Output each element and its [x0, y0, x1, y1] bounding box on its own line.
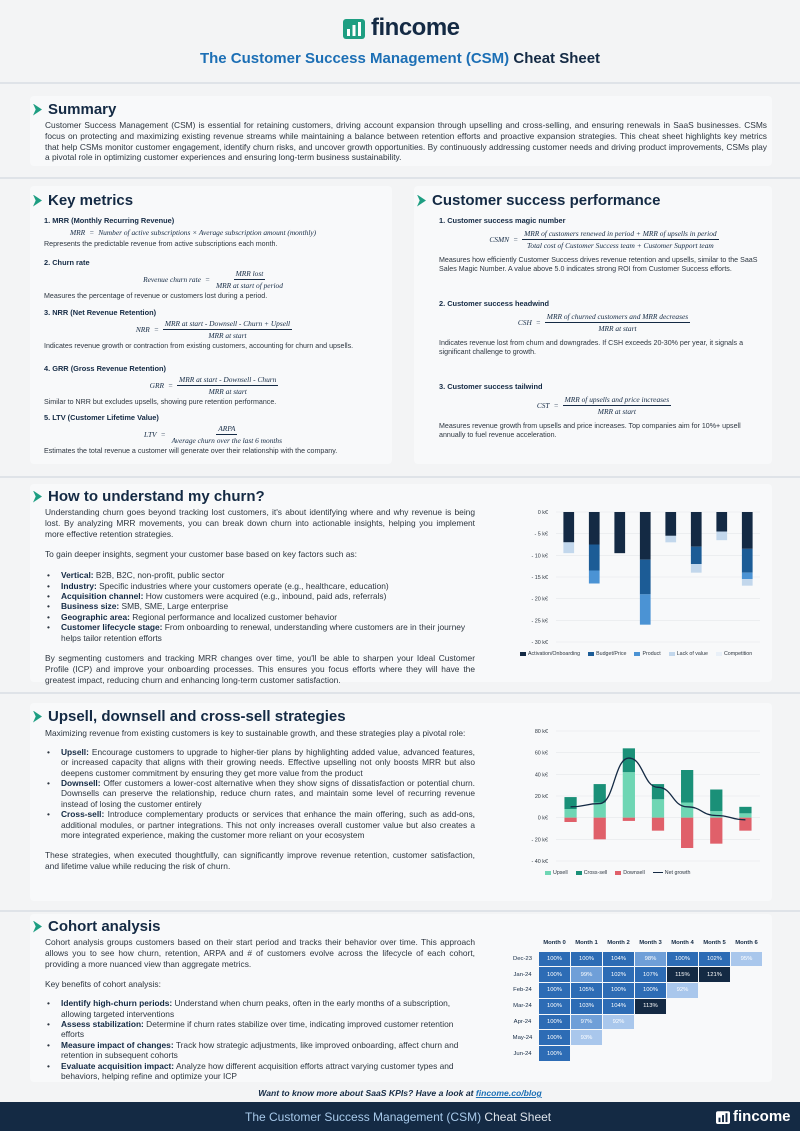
y-tick-label: - 20 k€ [531, 596, 548, 603]
metric-name: 1. Customer success magic number [439, 216, 566, 225]
bar-segment [681, 770, 693, 803]
chevron-right-icon [33, 491, 42, 503]
formula-denominator: MRR at start [598, 324, 637, 333]
bar-segment [665, 512, 676, 536]
column-header: Month 3 [639, 940, 662, 947]
cohort-cell [667, 998, 699, 1014]
row-label: Feb-24 [507, 983, 539, 999]
upsell-heading [33, 708, 346, 725]
brand-logo [343, 14, 460, 42]
cohort-cell: 100% [539, 1014, 571, 1030]
metric-name: 3. Customer success tailwind [439, 382, 543, 391]
upsell-growth-chart [498, 725, 768, 870]
list-item: • Acquisition channel: How customers were acquired (e.g., inbound, paid ads, referrals) [45, 591, 475, 601]
list-item: • Vertical: B2B, B2C, non-profit, public sector [45, 570, 475, 580]
cohort-cell: 107% [635, 967, 667, 983]
legend-item [545, 870, 568, 876]
cohort-cell: 105% [571, 983, 603, 999]
y-tick-label: - 5 k€ [534, 531, 548, 538]
bar-segment [589, 545, 600, 571]
legend-label: Activation/Onboarding [528, 651, 581, 657]
chevron-right-icon [33, 921, 42, 933]
chevron-right-icon [33, 711, 42, 723]
churn-bullets [45, 570, 475, 643]
bar-segment [742, 549, 753, 573]
formula-lhs: CST [536, 401, 550, 410]
y-tick-label: 40 k€ [534, 772, 548, 779]
formula-lhs: Revenue churn rate [143, 275, 201, 284]
y-tick-label: 60 k€ [534, 750, 548, 757]
bar-segment [589, 512, 600, 545]
cohort-cell [699, 983, 731, 999]
cohort-cell [731, 1030, 763, 1046]
y-tick-label: - 15 k€ [531, 575, 548, 581]
cohort-cell: 100% [635, 983, 667, 999]
performance-heading [417, 192, 660, 209]
legend-swatch [576, 871, 582, 875]
legend-swatch [545, 871, 551, 875]
performance-title: Customer success performance [432, 192, 661, 209]
legend-label: Competition [723, 651, 753, 657]
cohort-cell [571, 1046, 603, 1062]
metric-cst [439, 382, 769, 441]
cohort-cell [635, 1030, 667, 1046]
bar-segment [742, 579, 753, 586]
metric-formula: CST = $\frac{\text{MRR of upsells and price increases}}{\text{MRR at start}}$ [536, 395, 670, 416]
formula-numerator: MRR at start - Downsell - Churn + Upsell [164, 319, 291, 328]
formula-numerator: ARPA [218, 424, 236, 433]
bar-segment [710, 790, 722, 812]
upsell-text [45, 728, 475, 872]
cohort-cell [667, 1014, 699, 1030]
formula-lhs: CSH [517, 318, 532, 327]
metric-formula: CSMN = MRR of customers renewed in period + MRR of upsells in period Total cost of Customer Success team + Customer Support team [489, 229, 717, 250]
legend-item [669, 651, 708, 657]
bar-segment [691, 564, 702, 573]
bar-segment [563, 542, 574, 553]
cohort-cell: 100% [571, 951, 603, 967]
cohort-cell [699, 998, 731, 1014]
cohort-cell [731, 1046, 763, 1062]
table-corner [507, 936, 539, 951]
summary-divider [0, 177, 800, 179]
legend-swatch [588, 652, 594, 656]
row-label: Mar-24 [507, 998, 539, 1014]
y-tick-label: - 30 k€ [531, 640, 548, 646]
column-header: Month 5 [703, 940, 726, 947]
list-item: • Geographic area: Regional performance and localized customer behavior [45, 612, 475, 622]
formula-numerator: MRR of upsells and price increases [564, 395, 670, 404]
summary-title: Summary [48, 101, 117, 118]
churn-chart-legend [520, 651, 752, 657]
column-header: Month 2 [607, 940, 630, 947]
table-row [507, 967, 763, 983]
churn-text [45, 507, 475, 685]
cohort-cell [635, 1046, 667, 1062]
y-tick-label: - 20 k€ [531, 837, 548, 844]
metric-name: 3. NRR (Net Revenue Retention) [44, 308, 157, 317]
legend-item [576, 870, 608, 876]
bar-segment [594, 803, 606, 818]
legend-label: Net growth [664, 870, 691, 876]
row-label: May-24 [507, 1030, 539, 1046]
bar-segment [710, 811, 722, 818]
cohort-text [45, 937, 475, 1081]
cohort-cell: 98% [635, 951, 667, 967]
upsell-bullets [45, 747, 475, 841]
chevron-right-icon [33, 104, 42, 116]
formula-lhs: CSMN [489, 235, 510, 244]
footer-brand-name: fincome [733, 1108, 791, 1125]
list-item: • Measure impact of changes: Track how strategic adjustments, like improved onboarding, affect churn and retention in subsequent cohorts [45, 1040, 475, 1061]
y-tick-label: - 25 k€ [531, 618, 548, 625]
cohort-cell: 99% [571, 967, 603, 983]
churn-reasons-chart [498, 506, 768, 651]
table-row [507, 1030, 763, 1046]
metric-description: Measures how efficiently Customer Success drives revenue retention and upsells, similar to the SaaS Sales Magic Number. A value above 5.0 indicates strong ROI from Customer Success efforts. [439, 256, 758, 274]
footer-cta [0, 1088, 800, 1098]
bar-segment [594, 784, 606, 802]
legend-label: Downsell [623, 870, 645, 876]
table-row [507, 983, 763, 999]
cohort-cell [635, 1014, 667, 1030]
cohort-intro: Cohort analysis groups customers based on their start period and tracks their behavior over time. This approach allows you to see how churn, retention, ARPA and # of customers evolve across the lifecycle of each cohort, providing a more nuanced view than aggregate metrics. [45, 937, 475, 969]
upsell-divider [0, 910, 800, 912]
bar-segment [623, 818, 635, 821]
summary-heading [33, 101, 116, 118]
table-row [507, 1046, 763, 1062]
churn-intro: Understanding churn goes beyond tracking lost customers, it's about identifying where and why revenue is being lost. By analyzing MRR movements, you can break down churn into actionable insights, helping you implement more effective retention strategies. [45, 507, 475, 539]
cohort-table [506, 936, 763, 1062]
summary-section [30, 96, 772, 166]
cohort-cell [731, 983, 763, 999]
legend-label: Budget/Price [596, 651, 627, 657]
key-metrics-section [30, 186, 392, 464]
metric-name: 2. Customer success headwind [439, 299, 550, 308]
upsell-title: Upsell, downsell and cross-sell strategies [48, 708, 346, 725]
cohort-cell: 121% [699, 967, 731, 983]
upsell-section [30, 703, 772, 901]
metric-description: Estimates the total revenue a customer will generate over their relationship with the company. [44, 447, 338, 455]
bar-segment [710, 818, 722, 844]
formula-denominator: MRR at start [597, 407, 636, 416]
list-item: • Customer lifecycle stage: From onboarding to renewal, understanding where customers are in their journey helps tailor retention efforts [45, 622, 475, 643]
y-tick-label: - 40 k€ [531, 859, 548, 865]
cohort-cell: 92% [603, 1014, 635, 1030]
bar-segment [681, 803, 693, 818]
chevron-right-icon [33, 195, 42, 207]
row-label: Jan-24 [507, 967, 539, 983]
metric-formula: MRR = Number of active subscriptions × Average subscription amount (monthly) [70, 228, 317, 237]
formula-denominator: Total cost of Customer Success team + Customer Support team [526, 241, 714, 250]
column-header: Month 6 [735, 940, 758, 947]
y-tick-label: 0 k€ [537, 510, 548, 516]
footer-title-rest: Cheat Sheet [481, 1110, 552, 1124]
formula-lhs: GRR [149, 381, 165, 390]
list-item: • Industry: Specific industries where your customers operate (e.g., healthcare, education) [45, 581, 475, 591]
cohort-cell [731, 998, 763, 1014]
metric-csmn [439, 216, 769, 275]
bar-segment [739, 813, 751, 817]
bar-segment [716, 532, 727, 541]
footer-bar [0, 1102, 800, 1131]
metric-csh [439, 299, 769, 358]
legend-swatch [653, 872, 663, 874]
bar-segment [640, 512, 651, 560]
bar-segment [652, 799, 664, 817]
formula-numerator: MRR of customers renewed in period + MRR of upsells in period [524, 229, 717, 238]
cohort-cell: 103% [571, 998, 603, 1014]
legend-item [653, 870, 691, 876]
column-header: Month 1 [575, 940, 598, 947]
bar-segment [564, 818, 576, 822]
legend-swatch [716, 652, 722, 656]
bar-segment [652, 818, 664, 831]
cohort-cell: 104% [603, 951, 635, 967]
table-row [507, 951, 763, 967]
y-tick-label: - 10 k€ [531, 553, 548, 560]
bar-chart-logo-icon [716, 1110, 730, 1124]
row-label: Dec-23 [507, 951, 539, 967]
formula-lhs: NRR [135, 325, 150, 334]
upsell-outro: These strategies, when executed thoughtfully, can significantly improve revenue retention, customer satisfaction, and lifetime value while reducing the risk of churn. [45, 850, 475, 872]
cohort-cell: 100% [603, 983, 635, 999]
metric-formula: NRR = $\frac{\text{MRR at start - Downsell - Churn + Upsell}}{\text{MRR at start}}$ [135, 319, 291, 340]
legend-item [634, 651, 660, 657]
churn-title: How to understand my churn? [48, 488, 265, 505]
cohort-cell: 102% [699, 951, 731, 967]
metric-grr [44, 364, 384, 407]
y-tick-label: 20 k€ [534, 794, 548, 800]
churn-divider [0, 692, 800, 694]
metrics-divider [0, 476, 800, 478]
cohort-bullets [45, 998, 475, 1081]
cohort-cell: 95% [731, 951, 763, 967]
cohort-cell: 100% [539, 998, 571, 1014]
bar-segment [640, 560, 651, 595]
bar-segment [691, 512, 702, 547]
cohort-cell: 113% [635, 998, 667, 1014]
chevron-right-icon [417, 195, 426, 207]
metric-formula: Revenue churn rate = $\frac{\text{MRR lost}}{\text{MRR at start of period}}$ [143, 269, 283, 290]
cohort-cell: 97% [571, 1014, 603, 1030]
y-tick-label: 80 k€ [534, 729, 548, 735]
formula-numerator: MRR lost [235, 269, 264, 278]
cohort-heading [33, 918, 161, 935]
legend-swatch [615, 871, 621, 875]
metric-description: Indicates revenue growth or contraction from existing customers, accounting for churn and upsells. [44, 342, 354, 350]
bar-segment [691, 547, 702, 564]
bar-segment [563, 512, 574, 542]
footer-title-main: The Customer Success Management (CSM) [245, 1110, 482, 1124]
cohort-cell: 102% [603, 967, 635, 983]
column-header: Month 4 [671, 940, 694, 947]
performance-section [414, 186, 772, 464]
legend-item [716, 651, 752, 657]
metric-name: 2. Churn rate [44, 258, 90, 267]
churn-heading [33, 488, 265, 505]
bar-segment [594, 818, 606, 840]
metric-description: Indicates revenue lost from churn and downgrades. If CSH exceeds 20-30% per year, it signals a significant challenge to growth. [439, 339, 744, 357]
row-label: Jun-24 [507, 1046, 539, 1062]
cohort-cell [699, 1046, 731, 1062]
cohort-title: Cohort analysis [48, 918, 161, 935]
cohort-cell [603, 1030, 635, 1046]
table-row [507, 998, 763, 1014]
y-tick-label: 0 k€ [537, 815, 548, 822]
list-item: • Upsell: Encourage customers to upgrade to higher-tier plans by highlighting added value, advanced features, or increased capacity that aligns with their growing needs. Effective upselling not only boosts MRR but also deepens customer commitment by ensuring they get more value from the product [45, 747, 475, 778]
metric-description: Measures the percentage of revenue or customers lost during a period. [44, 292, 268, 300]
page-title [0, 50, 800, 67]
metric-name: 4. GRR (Gross Revenue Retention) [44, 364, 166, 373]
legend-label: Cross-sell [583, 870, 608, 876]
bar-segment [742, 573, 753, 580]
cohort-cell: 115% [667, 967, 699, 983]
legend-swatch [669, 652, 675, 656]
legend-label: Lack of value [676, 651, 708, 657]
footer-cta-text: Want to know more about SaaS KPIs? Have a look at [258, 1088, 476, 1098]
bar-segment [716, 512, 727, 532]
formula-expression: Number of active subscriptions × Average subscription amount (monthly) [98, 228, 317, 237]
cohort-cell: 100% [539, 967, 571, 983]
cohort-cell [699, 1014, 731, 1030]
metric-description: Measures revenue growth from upsells and price increases. Top companies aim for 10%+ upsell annually to fuel revenue acceleration. [439, 422, 741, 440]
churn-outro: By segmenting customers and tracking MRR changes over time, you'll be able to sharpen your Ideal Customer Profile (ICP) and improve your onboarding processes. This ensures you focus efforts where they will have the greatest impact, reducing churn and enhancing long-term customer satisfaction. [45, 653, 475, 685]
metric-mrr [44, 216, 384, 249]
header-divider [0, 82, 800, 84]
metric-formula: GRR = $\frac{\text{MRR at start - Downsell - Churn}}{\text{MRR at start}}$ [149, 375, 277, 396]
metric-churn-rate [44, 258, 384, 301]
cohort-cell [699, 1030, 731, 1046]
bar-segment [589, 571, 600, 584]
formula-lhs: MRR [70, 228, 86, 237]
metric-name: 5. LTV (Customer Lifetime Value) [44, 413, 159, 422]
upsell-intro: Maximizing revenue from existing customers is key to sustainable growth, and these strategies play a pivotal role: [45, 728, 466, 738]
brand-name: fincome [371, 14, 460, 41]
cohort-cell: 100% [539, 1046, 571, 1062]
formula-denominator: MRR at start of period [215, 281, 283, 290]
legend-item [520, 651, 580, 657]
upsell-chart-legend [545, 870, 690, 876]
cohort-cell [603, 1046, 635, 1062]
bar-segment [614, 512, 625, 553]
bar-segment [623, 772, 635, 818]
churn-lead: To gain deeper insights, segment your customer base based on key factors such as: [45, 549, 357, 560]
cohort-cell: 100% [667, 951, 699, 967]
churn-section [30, 484, 772, 685]
cohort-cell [667, 1030, 699, 1046]
metric-formula: CSH = $\frac{\text{MRR of churned customers and MRR decreases}}{\text{MRR at start}}$ [517, 312, 689, 333]
bar-segment [739, 807, 751, 814]
metric-nrr [44, 308, 384, 351]
list-item: • Identify high-churn periods: Understand when churn peaks, often in the early months of a subscription, allowing targeted interventions [45, 998, 475, 1019]
bar-segment [640, 594, 651, 624]
formula-numerator: MRR of churned customers and MRR decreases [546, 312, 689, 321]
bar-segment [665, 536, 676, 543]
bar-chart-logo-icon [343, 17, 365, 39]
table-row [507, 1014, 763, 1030]
cohort-lead: Key benefits of cohort analysis: [45, 979, 161, 990]
row-label: Apr-24 [507, 1014, 539, 1030]
list-item: • Downsell: Offer customers a lower-cost alternative when they show signs of dissatisfaction or potential churn. Downsells can preserve the relationship, reduce churn rates, and maintain some level of recurring revenue instead of losing the customer entirely [45, 778, 475, 809]
formula-lhs: LTV [143, 430, 157, 439]
bar-segment [564, 809, 576, 818]
bar-segment [681, 818, 693, 848]
page-title-main: The Customer Success Management (CSM) [199, 50, 510, 67]
metric-description: Represents the predictable revenue from active subscriptions each month. [44, 240, 278, 248]
formula-denominator: MRR at start [208, 387, 247, 396]
key-metrics-title: Key metrics [48, 192, 134, 209]
cohort-cell: 104% [603, 998, 635, 1014]
bar-segment [742, 512, 753, 549]
list-item: • Business size: SMB, SME, Large enterprise [45, 601, 475, 611]
metric-name: 1. MRR (Monthly Recurring Revenue) [44, 216, 175, 225]
cohort-cell: 100% [539, 1030, 571, 1046]
metric-description: Similar to NRR but excludes upsells, showing pure retention performance. [44, 398, 277, 406]
legend-swatch [634, 652, 640, 656]
metric-ltv [44, 413, 384, 456]
footer-title [245, 1110, 551, 1124]
column-header: Month 0 [543, 940, 566, 947]
list-item: • Assess stabilization: Determine if churn rates stabilize over time, indicating improved customer retention efforts [45, 1019, 475, 1040]
list-item: • Evaluate acquisition impact: Analyze how different acquisition efforts attract varying customer types and behaviors, helping refine and optimize your ICP [45, 1061, 475, 1082]
cohort-cell: 100% [539, 951, 571, 967]
legend-label: Upsell [553, 870, 568, 876]
cohort-cell [667, 1046, 699, 1062]
cohort-section [30, 914, 772, 1082]
summary-text: Customer Success Management (CSM) is essential for retaining customers, driving account expansion through upselling and cross-selling, and ensuring renewals in SaaS businesses. CSMs focus on protecting and maximizing existing revenue streams while maintaining a balance between retention efforts and proactive expansion strategies. This cheat sheet highlights key metrics that help CSMs monitor customer engagement, identify churn risks, and uncover growth opportunities. By continuously addressing customer needs and driving product improvements, CSMs play a pivotal role in optimizing customer experiences and ensuring long-term business sustainability. [45, 120, 767, 163]
blog-link[interactable]: fincome.co/blog [475, 1088, 542, 1098]
formula-numerator: MRR at start - Downsell - Churn [179, 375, 277, 384]
cohort-cell: 100% [539, 983, 571, 999]
formula-denominator: Average churn over the last 6 months [171, 436, 283, 445]
list-item: • Cross-sell: Introduce complementary products or services that enhance the main offering, such as add-ons, additional modules, or partner integrations. This not only increases overall customer value but also creates a more integrated experience, making the customer more reliant on your ecosystem [45, 809, 475, 840]
legend-label: Product [642, 651, 661, 657]
page-title-rest: Cheat Sheet [509, 50, 601, 67]
cohort-cell [731, 1014, 763, 1030]
legend-swatch [520, 652, 526, 656]
cohort-cell [731, 967, 763, 983]
formula-denominator: MRR at start [208, 331, 247, 340]
cohort-cell: 93% [571, 1030, 603, 1046]
key-metrics-heading [33, 192, 133, 209]
legend-item [615, 870, 645, 876]
footer-brand-logo [716, 1108, 791, 1125]
cohort-cell: 92% [667, 983, 699, 999]
legend-item [588, 651, 626, 657]
metric-formula: LTV = $\frac{\text{ARPA}}{\text{Average churn over the last 6 months}}$ [143, 424, 283, 445]
